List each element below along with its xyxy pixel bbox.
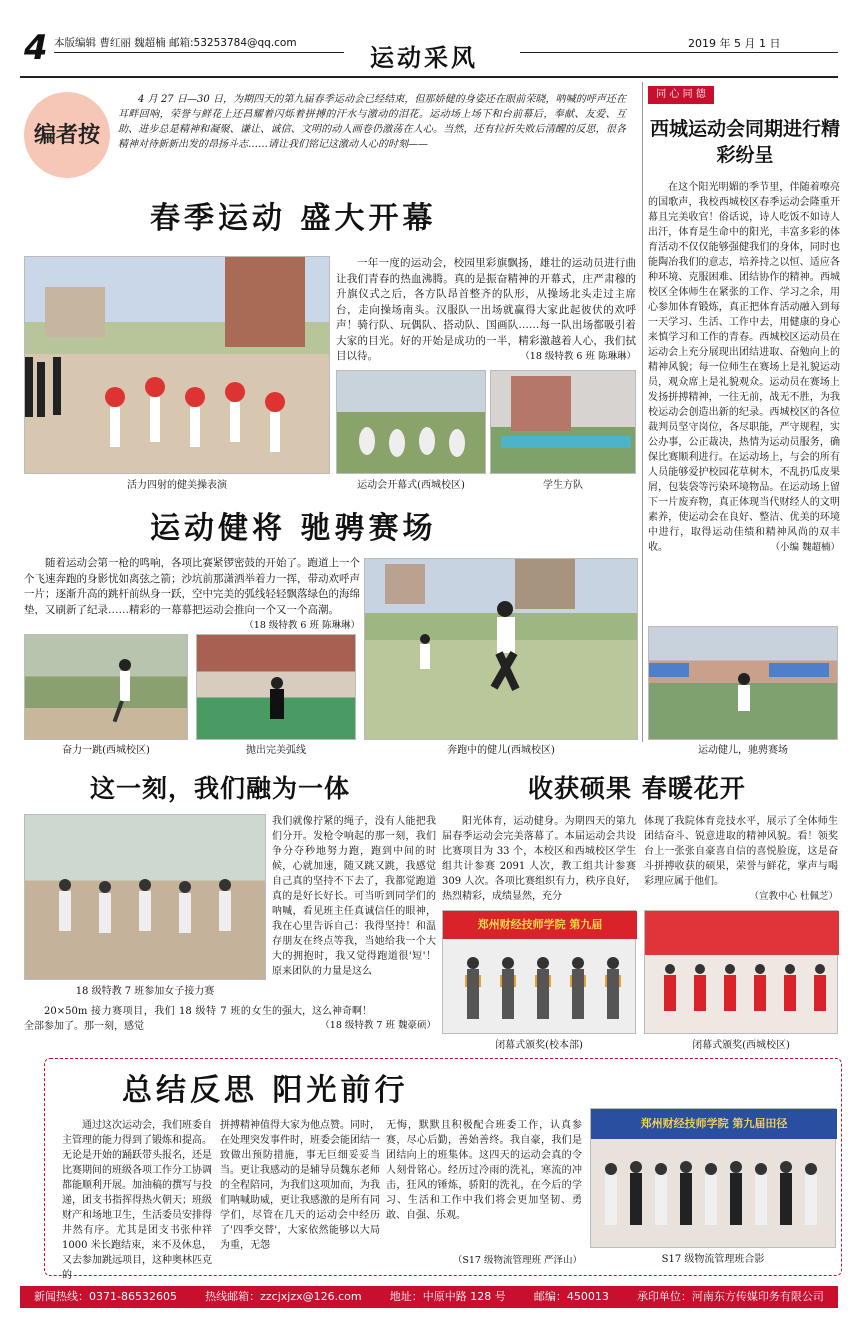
footer-hotline: 新闻热线：0371-86532605: [34, 1290, 177, 1303]
header-rule: [20, 76, 838, 78]
sidebar-text: 在这个阳光明媚的季节里，伴随着嘹亮的国歌声，我校西城校区春季运动会隆重开幕且完美收官！俗话说，诗人吃饭不如诗人出汗，体育是生命中的阳光，丰富多彩的体育活动不仅仅能够强健我们的身体，同时也能陶冶我们的意志，培养持之以恒、适应各种环境、克服困难、团结协作的精神。西城校区全体师生在紧张的工作、学习之余，用心参加体育锻炼，真正把体育活动融入到每一天学习、生活、工作中去，用健康的身心来慎学习和工作的青春。西城校区运动员在运动会上充分展现出团结进取、奋勉向上的精神风貌；每一位师生在赛场上是礼貌运动员，观众席上是礼貌观众。运动员在赛场上发扬拼搏精神，一往无前，战无不胜，为我校运动会创造出新的纪录。西城校区的各位裁判员坚守岗位，各尽职能，严守规程，实公办事，公正裁决，热情为运动员服务，确保比赛顺利进行。在运动场上，与会的所有人员能够爱护校园花草树木，不乱扔瓜皮果屑，包装袋等污染环境物品。在运动场上留下一片废弃物，真正体现当代财经人的文明素养，使运动会在良好、整洁、优美的环境中进行，取得运动佳绩和精神风尚的双丰收。: [648, 182, 840, 553]
photo-cheer: [24, 256, 330, 474]
award-main-banner: 郑州财经技师学院 第九届: [443, 911, 637, 939]
photo-runner: [364, 558, 638, 740]
footer-address: 地址：中原中路 128 号: [389, 1290, 506, 1303]
photo-shot-put: [196, 634, 356, 740]
photo-opening-west: [336, 370, 486, 474]
footer-email: 热线邮箱：zzcjxjzx@126.com: [205, 1290, 362, 1303]
section-c-title: 这一刻，我们融为一体: [90, 774, 351, 803]
section-a-body: [336, 256, 636, 368]
section-b-title: 运动健将 驰骋赛场: [150, 511, 437, 546]
photo-long-jump: [24, 634, 188, 740]
photo-relay: [24, 814, 266, 980]
section-e-byline: （S17 级物流管理班 严泽山）: [452, 1255, 582, 1266]
section-d-title: 收获硕果 春暖花开: [528, 774, 746, 803]
caption-runner: 奔跑中的健儿(西城校区): [447, 745, 555, 756]
sidebar-divider: [642, 82, 643, 742]
section-e-col3: 无悔，默默且积极配合班委工作，认真参赛，尽心后勤，善始善终。我自豪，我们是团结向上的班集体。这四天的运动会真的令人刻骨铭心。经历过冷雨的洗礼，寒流的冲击，狂风的锤炼，骄阳的洗礼，在今后的学习、生活和工作中我们将会更加坚韧、勇敢、自强、乐观。: [386, 1120, 582, 1221]
caption-relay: 18 级特教 7 班参加女子接力赛: [75, 986, 215, 997]
section-c-body-bottom: 20×50m 接力赛项目，我们 18 级特 7 班的女生全部参加了。那一刻，感觉: [24, 1006, 272, 1032]
footer-bar: [20, 1286, 838, 1308]
page-header: [20, 28, 838, 74]
footer-printer: 承印单位：河南东方传媒印务有限公司: [636, 1290, 824, 1303]
caption-class-group: S17 级物流管理班合影: [661, 1254, 765, 1265]
caption-shot-put: 抛出完美弧线: [246, 745, 306, 756]
section-d-body-right: 体现了我院体育竞技水平，展示了全体师生团结奋斗、锐意进取的精神风貌。看！领奖台上一张张自豪喜自信的喜悦脸庞，这是奋斗拼搏收获的硕果，荣誉与鲜花，掌声与喝彩理应属于他们。: [644, 816, 838, 887]
sidebar-tag: 同 心 同 德: [648, 86, 714, 104]
section-a-title: 春季运动 盛大开幕: [150, 201, 437, 236]
section-d-body-left: 阳光体育，运动健身。为期四天的第九届春季运动会完美落幕了。本届运动会共设比赛项目为 33 个，本校区和西城校区学生组共计参赛 2091 人次，教工组共计参赛 309 人次。各项比赛组织有力，秩序良好，热烈精彩，成绩显然，充分: [442, 816, 636, 902]
issue-date: 2019 年 5 月 1 日: [688, 37, 781, 50]
section-e-title: 总结反思 阳光前行: [122, 1073, 409, 1108]
sidebar-byline: （小编 魏超楠）: [770, 542, 840, 553]
section-d-byline: （宣教中心 杜佩芝）: [749, 891, 838, 902]
photo-west-athletes: [648, 626, 838, 740]
sidebar-title: 西城运动会同期进行精彩纷呈: [650, 118, 841, 166]
section-c-body-right: 我们就像拧紧的绳子，没有人能把我们分开。发枪令响起的那一刻，我们争分夺秒地努力跑，跑到中间的时候，心就加速，随又跳又跳，我感觉自己真的坚持不下去了，我都觉跑道真的是好长好长。可当听到同学们的呐喊，看见班主任真诚信任的眼神，我在心里告诉自己：我得坚持！和温存朋友在终点等我，当她给我一个大大的拥抱时，我又觉得跑道很'短'！原来团队的力量是这么: [272, 816, 436, 977]
caption-opening-west: 运动会开幕式(西城校区): [357, 480, 465, 491]
section-b-text: 随着运动会第一枪的鸣响，各项比赛紧锣密鼓的开始了。跑道上一个个飞速奔跑的身影忧如离弦之箭；沙坑前那潇洒举着力一挥，带动欢呼声一片；逐渐升高的跳杆前纵身一跃，空中完美的弧线轻轻飘落绿色的海绵垫，又刷新了纪录……精彩的一幕幕把运动会推向一个又一个高潮。: [24, 557, 360, 616]
caption-award-main: 闭幕式颁奖(校本部): [495, 1040, 583, 1051]
photo-award-west: [644, 910, 838, 1034]
photo-student-square: [490, 370, 636, 474]
section-a-text: 一年一度的运动会，校园里彩旗飘扬，雄壮的运动员进行曲让我们青春的热血沸腾。真的是振奋精神的开幕式，庄严肃穆的升旗仪式之后，各方队昂首整齐的队形，从操场北头走过主席台，走向操场南头。汉服队一出场就赢得大家此起彼伏的欢呼声！骑行队、玩偶队、搭动队、国画队……每一队出场都吸引着大家的目光。好的开始是成功的一半，精彩激越着人心，我们拭目以待。: [336, 257, 636, 362]
section-a-byline: （18 级特教 6 班 陈琳琳）: [520, 351, 636, 362]
class-group-banner: 郑州财经技师学院 第九届田径: [591, 1109, 837, 1139]
caption-west-athletes: 运动健儿，驰骋赛场: [698, 745, 788, 756]
section-title: 运动采风: [370, 44, 478, 72]
footer-postcode: 邮编：450013: [533, 1290, 609, 1303]
caption-award-west: 闭幕式颁奖(西城校区): [692, 1040, 790, 1051]
section-c-tail: 的强大，这么神奇啊！: [272, 1006, 372, 1017]
section-c-byline: （18 级特教 7 班 魏豪硕）: [320, 1020, 436, 1031]
page-number: 4: [24, 28, 48, 68]
sidebar-body: [648, 180, 840, 620]
editor-note-badge: [24, 92, 110, 178]
photo-class-group: [590, 1108, 836, 1248]
section-e-col2: 拼搏精神值得大家为他点赞。同时，在处理突发事件时，班委会能团结一致做出预防措施，事无巨细妥妥当当。更让我感动的是辅导员魏东老师的全程陪同，为我们这项加而，为我们呐喊助威，更让我感激的是所有同学们，尽管在几天的运动会中经历了'四季交替'，大家依然能够以大局为重，无怨: [220, 1120, 380, 1251]
editor-note-text: 4 月 27 日—30 日，为期四天的第九届春季运动会已经结束，但那娇健的身姿还在眼前荣晓，呐喊的呼声还在耳畔回响，荣誉与鲜花上还昌耀着闪烁着拼搏的汗水与激动的泪花。运动场上场下和台前幕后，奉献、友爱、互助、进步总是精神和凝聚、谦让、诚信、文明的动人画卷仍激荡在人心。当然，还有拉折失败后清醒的反思，很各精神对待新新出发的昂扬斗志……请让我们铭记这激动人心的时刻——: [118, 94, 626, 150]
caption-long-jump: 奋力一跳(西城校区): [62, 745, 150, 756]
photo-award-main: [442, 910, 636, 1034]
caption-student-square: 学生方队: [543, 480, 583, 491]
section-b-body: [24, 556, 360, 630]
editors-line: 本版编辑 曹红丽 魏超楠 邮箱:53253784@qq.com: [54, 37, 297, 49]
caption-cheer: 活力四射的健美操表演: [127, 480, 227, 491]
section-b-byline: （18 级特教 6 班 陈琳琳）: [244, 620, 360, 631]
section-e-col1: 通过这次运动会，我们班委自主管理的能力得到了锻炼和提高。无论是开始的踊跃带头报名，还是比赛期间的班级各项工作分工协调都能顺利开展。加油稿的撰写与投递，团支书指挥得热火朝天；班级财产和场地卫生，生活委员安排得井然有序。尤其是团支书张仲祥 1000 米长跑结束，来不及休息，又去参加跳远项目，这种奥林匹克的: [62, 1120, 212, 1281]
editor-note-label: 编者按: [33, 122, 100, 148]
